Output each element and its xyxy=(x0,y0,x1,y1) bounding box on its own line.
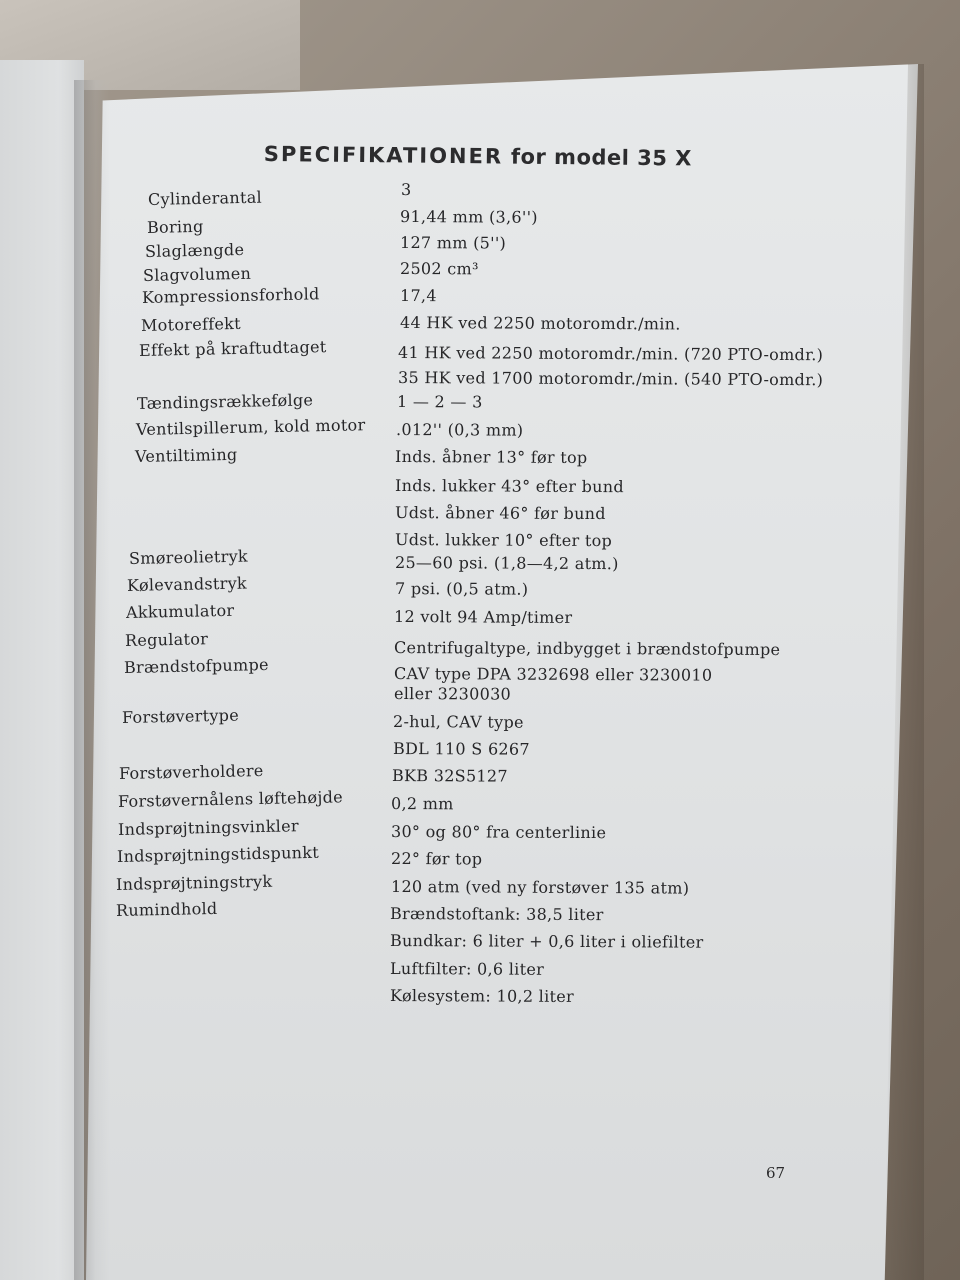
spec-value-ventiltiming-1: Inds. åbner 13° før top xyxy=(394,447,588,468)
spec-value-indsproejtningstryk: 120 atm (ved ny forstøver 135 atm) xyxy=(390,877,690,898)
spec-value-braendstofpumpe-1: CAV type DPA 3232698 eller 3230010 xyxy=(393,664,713,685)
spec-value-indsproejtningsvinkler: 30° og 80° fra centerlinie xyxy=(390,822,607,843)
spec-label-ventilspillerum: Ventilspillerum, kold motor xyxy=(135,415,366,439)
spec-label-rumindhold: Rumindhold xyxy=(115,898,218,920)
spec-value-koelevandstryk: 7 psi. (0,5 atm.) xyxy=(394,579,529,599)
spec-value-slagvolumen: 2502 cm³ xyxy=(399,259,479,279)
spec-value-slaglaengde: 127 mm (5'') xyxy=(399,233,507,253)
spec-label-koelevandstryk: Kølevandstryk xyxy=(126,573,248,595)
title-main: SPECIFIKATIONER xyxy=(263,142,504,169)
spec-label-effekt-kraftudtaget: Effekt på kraftudtaget xyxy=(138,337,327,360)
spec-label-forstoevertype: Forstøvertype xyxy=(121,705,240,727)
spec-value-taendingsraekkefoelge: 1 — 2 — 3 xyxy=(396,392,483,412)
spec-value-ventiltiming-3: Udst. åbner 46° før bund xyxy=(394,503,606,524)
spec-label-ventiltiming: Ventiltiming xyxy=(134,444,238,466)
spec-value-boring: 91,44 mm (3,6'') xyxy=(399,207,538,227)
spec-value-smoereolietryk: 25—60 psi. (1,8—4,2 atm.) xyxy=(394,553,619,574)
spec-label-slagvolumen: Slagvolumen xyxy=(142,263,252,285)
spec-value-akkumulator: 12 volt 94 Amp/timer xyxy=(393,607,573,627)
spec-label-loeftehoejde: Forstøvernålens løftehøjde xyxy=(117,787,344,811)
spec-value-forstoevertype-2: BDL 110 S 6267 xyxy=(392,739,530,759)
spec-value-braendstofpumpe-2: eller 3230030 xyxy=(393,684,512,704)
spec-value-loeftehoejde: 0,2 mm xyxy=(390,794,454,814)
spec-label-cylinderantal: Cylinderantal xyxy=(147,187,263,209)
spec-value-rumindhold-3: Luftfilter: 0,6 liter xyxy=(389,959,545,979)
spec-label-indsproejtningstidspunkt: Indsprøjtningstidspunkt xyxy=(116,842,320,866)
spec-value-kompressionsforhold: 17,4 xyxy=(399,286,437,306)
spec-value-indsproejtningstidspunkt: 22° før top xyxy=(390,849,483,869)
spec-label-akkumulator: Akkumulator xyxy=(125,600,235,622)
spec-value-forstoeverholdere: BKB 32S5127 xyxy=(391,766,508,786)
spec-label-braendstofpumpe: Brændstofpumpe xyxy=(123,654,269,677)
spec-label-taendingsraekkefoelge: Tændingsrækkefølge xyxy=(136,390,314,413)
spec-value-effekt-line1: 41 HK ved 2250 motoromdr./min. (720 PTO-omdr.) xyxy=(397,343,824,365)
spec-label-indsproejtningsvinkler: Indsprøjtningsvinkler xyxy=(117,816,300,839)
spec-value-cylinderantal: 3 xyxy=(400,180,412,200)
spec-value-rumindhold-4: Kølesystem: 10,2 liter xyxy=(389,986,575,1006)
spec-value-ventilspillerum: .012'' (0,3 mm) xyxy=(395,420,524,440)
spec-label-boring: Boring xyxy=(146,216,204,237)
spec-value-effekt-line2: 35 HK ved 1700 motoromdr./min. (540 PTO-omdr.) xyxy=(397,368,824,390)
book-spine xyxy=(74,80,110,1280)
spec-value-rumindhold-1: Brændstoftank: 38,5 liter xyxy=(389,904,604,925)
spec-value-motoreffekt: 44 HK ved 2250 motoromdr./min. xyxy=(399,313,681,334)
spec-value-regulator: Centrifugaltype, indbygget i brændstofpumpe xyxy=(393,638,781,660)
spec-label-kompressionsforhold: Kompressionsforhold xyxy=(141,284,320,307)
page-number: 67 xyxy=(766,1164,786,1182)
spec-label-indsproejtningstryk: Indsprøjtningstryk xyxy=(115,871,273,894)
spec-label-regulator: Regulator xyxy=(124,629,209,650)
spec-label-slaglaengde: Slaglængde xyxy=(144,239,245,261)
spec-label-forstoeverholdere: Forstøverholdere xyxy=(118,760,264,783)
title-model: for model 35 X xyxy=(502,144,693,171)
spec-value-forstoevertype-1: 2-hul, CAV type xyxy=(392,712,524,732)
spec-value-ventiltiming-4: Udst. lukker 10° efter top xyxy=(394,530,613,551)
spec-label-smoereolietryk: Smøreolietryk xyxy=(128,546,249,568)
spec-value-rumindhold-2: Bundkar: 6 liter + 0,6 liter i oliefilter xyxy=(389,931,704,952)
spec-label-motoreffekt: Motoreffekt xyxy=(140,313,242,335)
page-title xyxy=(264,142,692,170)
spec-value-ventiltiming-2: Inds. lukker 43° efter bund xyxy=(394,476,624,497)
left-page xyxy=(0,60,84,1280)
